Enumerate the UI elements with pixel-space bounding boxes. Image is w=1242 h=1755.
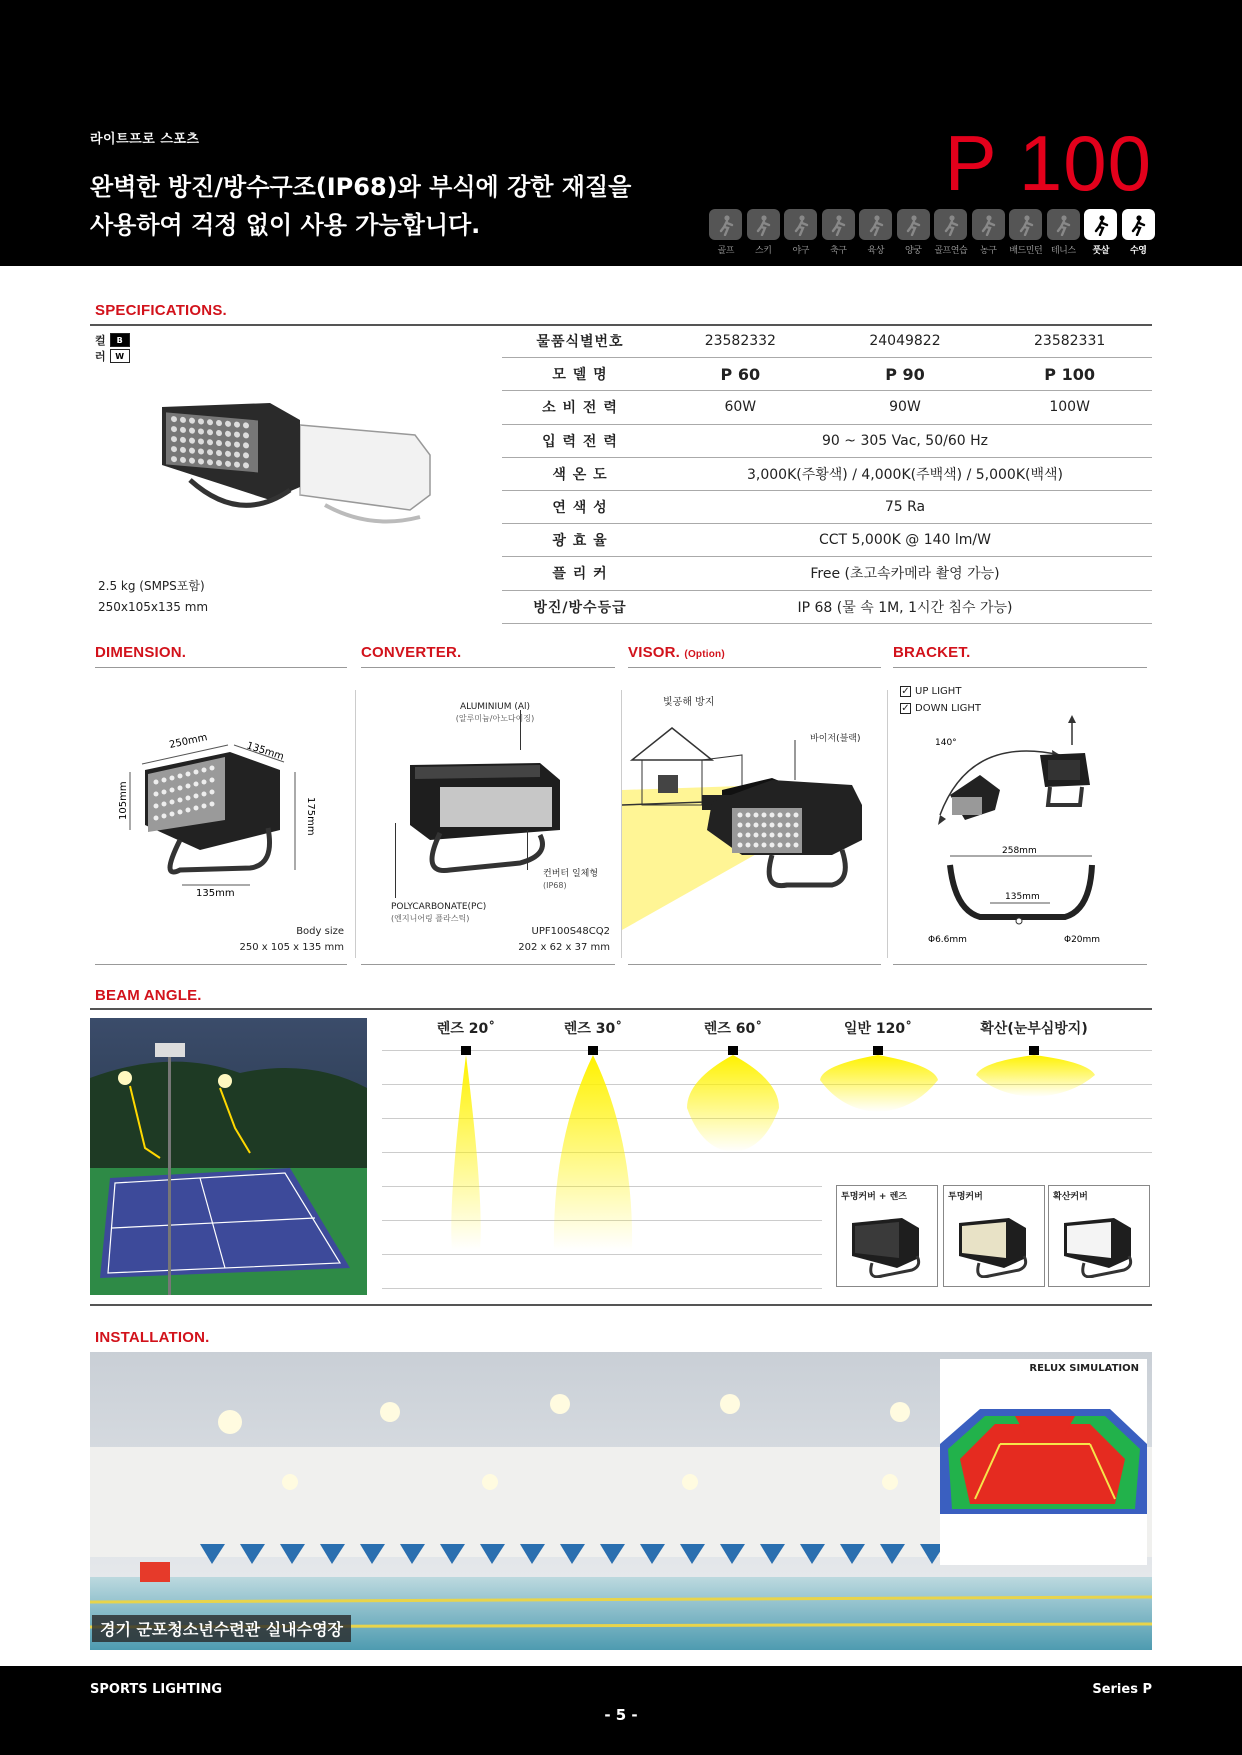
check-icon: ✓ <box>901 703 910 714</box>
headline-line-2: 사용하여 걱정 없이 사용 가능합니다. <box>90 211 481 239</box>
beam-lens-60 <box>687 1046 779 1152</box>
converter-conv-sub: (IP68) <box>543 881 567 890</box>
converter-pc: POLYCARBONATE(PC) <box>391 902 487 912</box>
spec-row-value: IP 68 (물 속 1M, 1시간 침수 가능) <box>658 590 1152 623</box>
spec-row <box>502 557 1152 590</box>
visor-bottom-rule <box>628 964 881 965</box>
footer-left: SPORTS LIGHTING <box>90 1682 223 1697</box>
beam-angle-title: BEAM ANGLE. <box>95 987 202 1004</box>
color-label-2: 러 <box>95 349 106 363</box>
converter-rule <box>361 667 615 668</box>
baseball-icon <box>784 209 817 240</box>
beam-angle-rule <box>90 1008 1152 1010</box>
sport-label: 육상 <box>867 246 884 256</box>
spec-row-value: 75 Ra <box>658 490 1152 523</box>
visor-label: 바이저(블랙) <box>810 734 861 744</box>
spec-row-value: 23582331 <box>987 325 1152 358</box>
spec-row <box>502 358 1152 391</box>
bracket-phi66: Φ6.6mm <box>928 935 967 945</box>
sport-label: 야구 <box>792 246 809 256</box>
check-icon: ✓ <box>901 686 910 697</box>
spec-row <box>502 325 1152 358</box>
beam-lens-30 <box>554 1046 632 1250</box>
leader-line <box>395 823 396 898</box>
bracket-width-135: 135mm <box>1005 892 1040 902</box>
dimension-title: DIMENSION. <box>95 644 187 661</box>
spec-row-head: 연 색 성 <box>502 490 658 523</box>
archery-icon <box>897 209 930 240</box>
tennis-icon <box>1047 209 1080 240</box>
sport-label: 골프 <box>717 246 734 256</box>
bracket-rule <box>893 667 1147 668</box>
product-image <box>150 395 450 530</box>
dim-175: 175mm <box>305 797 316 836</box>
installation-title: INSTALLATION. <box>95 1329 210 1346</box>
converter-image <box>380 745 580 880</box>
spec-row-value: 24049822 <box>823 325 988 358</box>
visor-title <box>628 644 725 661</box>
dim-105: 105mm <box>118 781 129 820</box>
white-floodlight <box>300 425 430 521</box>
spec-row-value: P 100 <box>987 358 1152 391</box>
bracket-up-label: UP LIGHT <box>915 686 962 697</box>
visor-option: (Option) <box>684 649 725 660</box>
relux-simulation-inset <box>940 1359 1147 1565</box>
track-icon <box>859 209 892 240</box>
black-floodlight <box>162 403 300 505</box>
headline <box>90 168 631 244</box>
bracket-angle: 140° <box>935 738 957 748</box>
soccer-icon <box>822 209 855 240</box>
beam-lens-20 <box>451 1046 480 1250</box>
spec-row-head: 모 델 명 <box>502 358 658 391</box>
color-chip-white: W <box>110 349 130 363</box>
dimension-diagram <box>100 700 350 900</box>
beam-label: 확산(눈부심방지) <box>980 1021 1088 1037</box>
cover-thumbnail <box>1048 1185 1150 1287</box>
spec-row-value: 60W <box>658 391 823 424</box>
beam-label: 일반 120˚ <box>843 1021 913 1037</box>
spec-row-value: P 90 <box>823 358 988 391</box>
sport-label: 테니스 <box>1050 246 1076 256</box>
spec-row-head: 방진/방수등급 <box>502 590 658 623</box>
model-title: P 100 <box>944 119 1152 207</box>
spec-row <box>502 424 1152 457</box>
separator <box>355 690 356 958</box>
specifications-table <box>502 324 1152 624</box>
golf-icon <box>709 209 742 240</box>
beam-bottom-rule <box>90 1304 1152 1306</box>
bracket-diagram <box>900 715 1140 945</box>
sport-item <box>859 209 893 256</box>
converter-al: ALUMINIUM (Al) <box>459 702 530 712</box>
sport-label: 스키 <box>755 246 772 256</box>
sport-item <box>822 209 856 256</box>
sport-label: 농구 <box>980 246 997 256</box>
sport-item <box>1009 209 1043 256</box>
visor-diagram <box>622 690 886 930</box>
headline-line-1: 완벽한 방진/방수구조(IP68)와 부식에 강한 재질을 <box>90 173 632 201</box>
converter-caption <box>440 924 610 956</box>
cover-thumbnail-image <box>1059 1208 1139 1278</box>
spec-row-value: P 60 <box>658 358 823 391</box>
spec-row-head: 물품식별번호 <box>502 325 658 358</box>
converter-pc-label <box>391 902 486 924</box>
spec-row <box>502 524 1152 557</box>
spec-row-head: 입 력 전 력 <box>502 424 658 457</box>
color-chip-black: B <box>110 333 130 347</box>
converter-aluminium-label <box>440 702 550 724</box>
converter-pc-sub: (엔지니어링 플라스틱) <box>391 914 470 923</box>
badminton-icon <box>1009 209 1042 240</box>
weight-size-info <box>98 576 208 618</box>
dim-250: 250mm <box>168 732 209 751</box>
beam-label: 렌즈 60˚ <box>703 1021 763 1037</box>
converter-caption-2: 202 x 62 x 37 mm <box>518 942 610 953</box>
page-footer <box>0 1666 1242 1755</box>
spec-row <box>502 590 1152 623</box>
beam-label: 렌즈 30˚ <box>563 1021 623 1037</box>
spec-row-value: Free (초고속카메라 촬영 가능) <box>658 557 1152 590</box>
brand-name: 라이트프로 스포츠 <box>90 132 200 147</box>
bracket-down-label: DOWN LIGHT <box>915 703 982 714</box>
converter-integrated-label <box>543 869 598 891</box>
converter-al-sub: (알루미늄/아노다이징) <box>455 714 535 723</box>
sports-icon-row <box>709 209 1155 256</box>
converter-title: CONVERTER. <box>361 644 462 661</box>
visor-rule <box>628 667 881 668</box>
swimming-icon <box>1122 209 1155 240</box>
dimension-caption <box>150 924 344 956</box>
cover-thumbnail-label: 투명커버 + 렌즈 <box>841 1192 907 1202</box>
separator <box>887 690 888 958</box>
bracket-bottom-rule <box>893 964 1147 965</box>
spec-row-value: 90 ~ 305 Vac, 50/60 Hz <box>658 424 1152 457</box>
dimension-rule <box>95 667 347 668</box>
cover-thumbnail-label: 확산커버 <box>1053 1192 1088 1202</box>
sport-item <box>1047 209 1081 256</box>
bracket-options <box>900 683 981 717</box>
dim-135-top: 135mm <box>245 740 286 763</box>
dimension-caption-1: Body size <box>296 926 344 937</box>
page-header <box>0 0 1242 266</box>
sport-item <box>897 209 931 256</box>
cover-thumbnail <box>943 1185 1045 1287</box>
cover-thumbnail-label: 투명커버 <box>948 1192 983 1202</box>
spec-row-value: CCT 5,000K @ 140 lm/W <box>658 524 1152 557</box>
sport-item <box>709 209 743 256</box>
size: 250x105x135 mm <box>98 600 209 614</box>
bracket-width-258: 258mm <box>1002 846 1037 856</box>
spec-row <box>502 391 1152 424</box>
dimension-bottom-rule <box>95 964 347 965</box>
spec-row-head: 소 비 전 력 <box>502 391 658 424</box>
cover-thumbnail-image <box>954 1208 1034 1278</box>
visor-glare-label: 빛공해 방지 <box>663 697 715 708</box>
color-options <box>95 332 130 364</box>
sport-item <box>1084 209 1118 256</box>
weight: 2.5 kg (SMPS포함) <box>98 579 205 593</box>
bracket-phi20: Φ20mm <box>1064 935 1101 945</box>
sport-item <box>934 209 968 256</box>
ski-icon <box>747 209 780 240</box>
sport-item <box>972 209 1006 256</box>
dimension-caption-2: 250 x 105 x 135 mm <box>239 942 344 953</box>
bracket-option-up <box>900 683 981 700</box>
spec-row-value: 90W <box>823 391 988 424</box>
installation-caption: 경기 군포청소년수련관 실내수영장 <box>92 1615 351 1642</box>
golf-practice-icon <box>934 209 967 240</box>
spec-row-value: 100W <box>987 391 1152 424</box>
basketball-icon <box>972 209 1005 240</box>
sport-label: 풋살 <box>1092 246 1109 256</box>
tennis-court-night-photo <box>90 1018 367 1295</box>
relux-label: RELUX SIMULATION <box>1029 1363 1139 1374</box>
sport-label: 축구 <box>830 246 847 256</box>
spec-row <box>502 457 1152 490</box>
spec-row <box>502 490 1152 523</box>
futsal-icon <box>1084 209 1117 240</box>
spec-row-head: 광 효 율 <box>502 524 658 557</box>
footer-right: Series P <box>1092 1682 1152 1697</box>
dim-135-bottom: 135mm <box>196 888 235 899</box>
relux-heatmap <box>940 1404 1147 1514</box>
spec-row-head: 플 리 커 <box>502 557 658 590</box>
cover-thumbnail-image <box>847 1208 927 1278</box>
beam-general-120 <box>820 1046 938 1112</box>
sport-label: 수영 <box>1130 246 1147 256</box>
visor-title-text: VISOR. <box>628 644 681 661</box>
beam-diffuse <box>976 1046 1095 1097</box>
spec-row-value: 3,000K(주황색) / 4,000K(주백색) / 5,000K(백색) <box>658 457 1152 490</box>
bracket-title: BRACKET. <box>893 644 971 661</box>
cover-thumbnail <box>836 1185 938 1287</box>
sport-label: 양궁 <box>905 246 922 256</box>
converter-conv: 컨버터 일체형 <box>543 869 599 879</box>
sport-item <box>1122 209 1156 256</box>
sport-label: 골프연습 <box>934 246 968 256</box>
color-label-1: 컬 <box>95 333 106 347</box>
beam-label: 렌즈 20˚ <box>436 1021 496 1037</box>
converter-caption-1: UPF100S48CQ2 <box>531 926 610 937</box>
converter-bottom-rule <box>361 964 615 965</box>
sport-item <box>747 209 781 256</box>
specifications-title: SPECIFICATIONS. <box>95 302 227 319</box>
sport-item <box>784 209 818 256</box>
page-number: - 5 - <box>604 1706 638 1724</box>
spec-row-value: 23582332 <box>658 325 823 358</box>
sport-label: 배드민턴 <box>1009 246 1043 256</box>
leader-line <box>527 830 528 870</box>
spec-row-head: 색 온 도 <box>502 457 658 490</box>
